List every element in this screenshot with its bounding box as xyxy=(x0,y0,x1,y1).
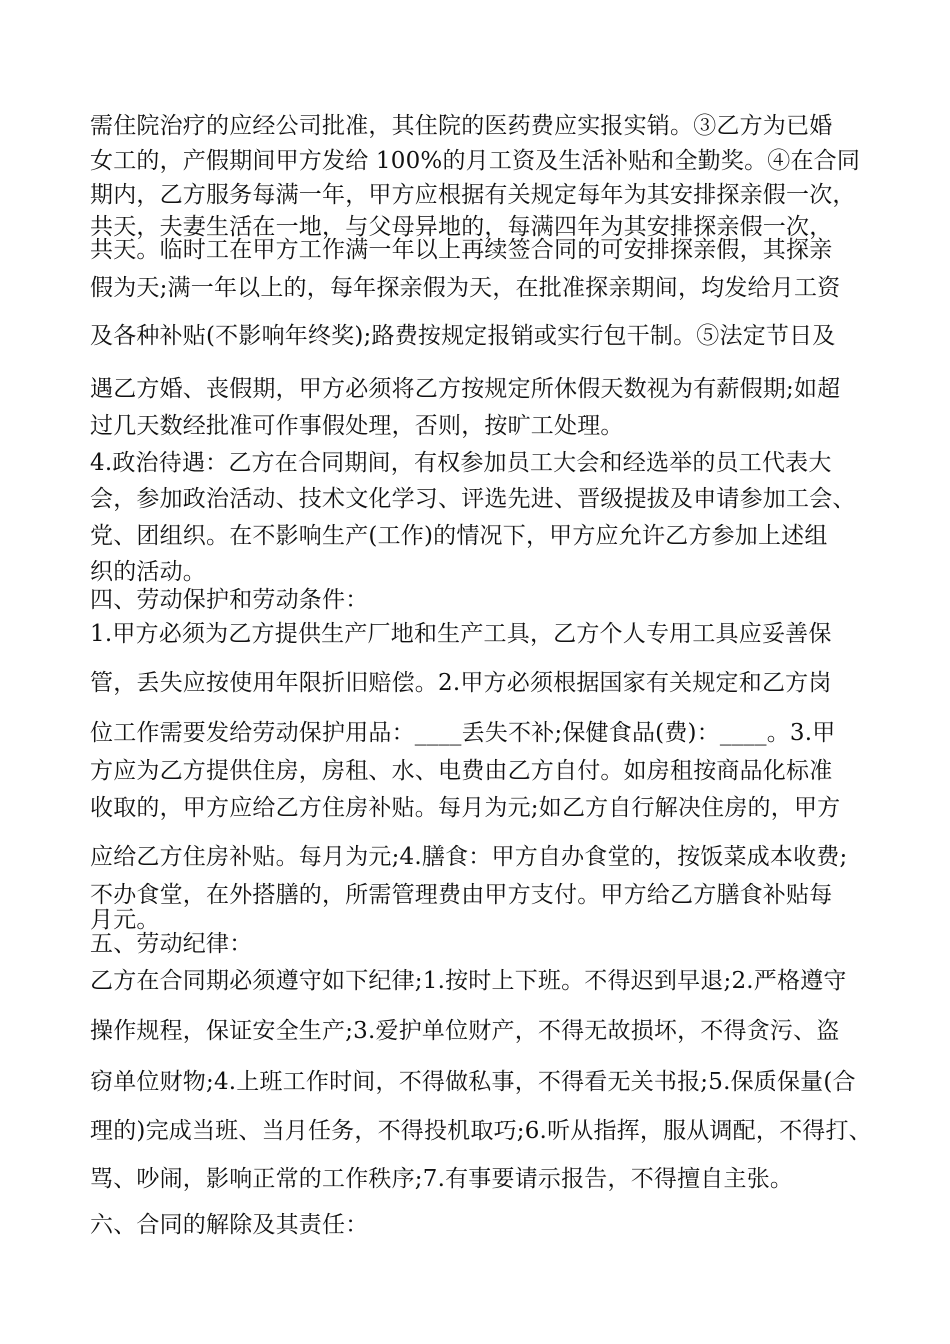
text-line: 应给乙方住房补贴。每月为元;4.膳食：甲方自办食堂的，按饭菜成本收费; xyxy=(90,844,848,870)
text-line: 1.甲方必须为乙方提供生产厂地和生产工具，乙方个人专用工具应妥善保 xyxy=(90,621,832,647)
section-heading: 六、合同的解除及其责任： xyxy=(90,1212,369,1238)
text-line: 管，丢失应按使用年限折旧赔偿。2.甲方必须根据国家有关规定和乙方岗 xyxy=(90,670,832,696)
text-line: 会，参加政治活动、技术文化学习、评选先进、晋级提拔及申请参加工会、 xyxy=(90,486,856,512)
text-line: 方应为乙方提供住房，房租、水、电费由乙方自付。如房租按商品化标准 xyxy=(90,758,833,784)
section-heading: 四、劳动保护和劳动条件： xyxy=(90,587,369,613)
text-line: 及各种补贴(不影响年终奖);路费按规定报销或实行包干制。⑤法定节日及 xyxy=(90,323,836,349)
text-line: 位工作需要发给劳动保护用品：____丢失不补;保健食品(费)：____。3.甲 xyxy=(90,720,836,746)
text-line: 收取的，甲方应给乙方住房补贴。每月为元;如乙方自行解决住房的，甲方 xyxy=(90,795,841,821)
text-line: 过几天数经批准可作事假处理，否则，按旷工处理。 xyxy=(90,413,624,439)
text-line: 共天，夫妻生活在一地，与父母异地的，每满四年为其安排探亲假一次， xyxy=(90,214,833,240)
text-line: 4.政治待遇：乙方在合同期间，有权参加员工大会和经选举的员工代表大 xyxy=(90,450,832,476)
text-line: 乙方在合同期必须遵守如下纪律;1.按时上下班。不得迟到早退;2.严格遵守 xyxy=(90,968,847,994)
text-line: 党、团组织。在不影响生产(工作)的情况下，甲方应允许乙方参加上述组 xyxy=(90,523,828,549)
text-line: 期内，乙方服务每满一年，甲方应根据有关规定每年为其安排探亲假一次， xyxy=(90,182,856,208)
text-line: 骂、吵闹，影响正常的工作秩序;7.有事要请示报告，不得擅自主张。 xyxy=(90,1166,794,1192)
text-line: 理的)完成当班、当月任务，不得投机取巧;6.听从指挥，服从调配，不得打、 xyxy=(90,1118,872,1144)
text-line: 女工的，产假期间甲方发给 100%的月工资及生活补贴和全勤奖。④在合同 xyxy=(90,148,861,174)
text-line: 不办食堂，在外搭膳的，所需管理费由甲方支付。甲方给乙方膳食补贴每 xyxy=(90,882,833,908)
text-line: 假为天;满一年以上的，每年探亲假为天，在批准探亲期间，均发给月工资 xyxy=(90,275,841,301)
text-line: 月元。 xyxy=(90,907,160,933)
text-line: 窃单位财物;4.上班工作时间，不得做私事，不得看无关书报;5.保质保量(合 xyxy=(90,1069,856,1095)
text-line: 遇乙方婚、丧假期，甲方必须将乙方按规定所休假天数视为有薪假期;如超 xyxy=(90,376,841,402)
text-line: 需住院治疗的应经公司批准，其住院的医药费应实报实销。③乙方为已婚 xyxy=(90,113,833,139)
text-line: 共天。临时工在甲方工作满一年以上再续签合同的可安排探亲假，其探亲 xyxy=(90,237,833,263)
section-heading: 五、劳动纪律： xyxy=(90,931,253,957)
text-line: 织的活动。 xyxy=(90,559,206,585)
text-line: 操作规程，保证安全生产;3.爱护单位财产，不得无故损坏，不得贪污、盗 xyxy=(90,1018,840,1044)
